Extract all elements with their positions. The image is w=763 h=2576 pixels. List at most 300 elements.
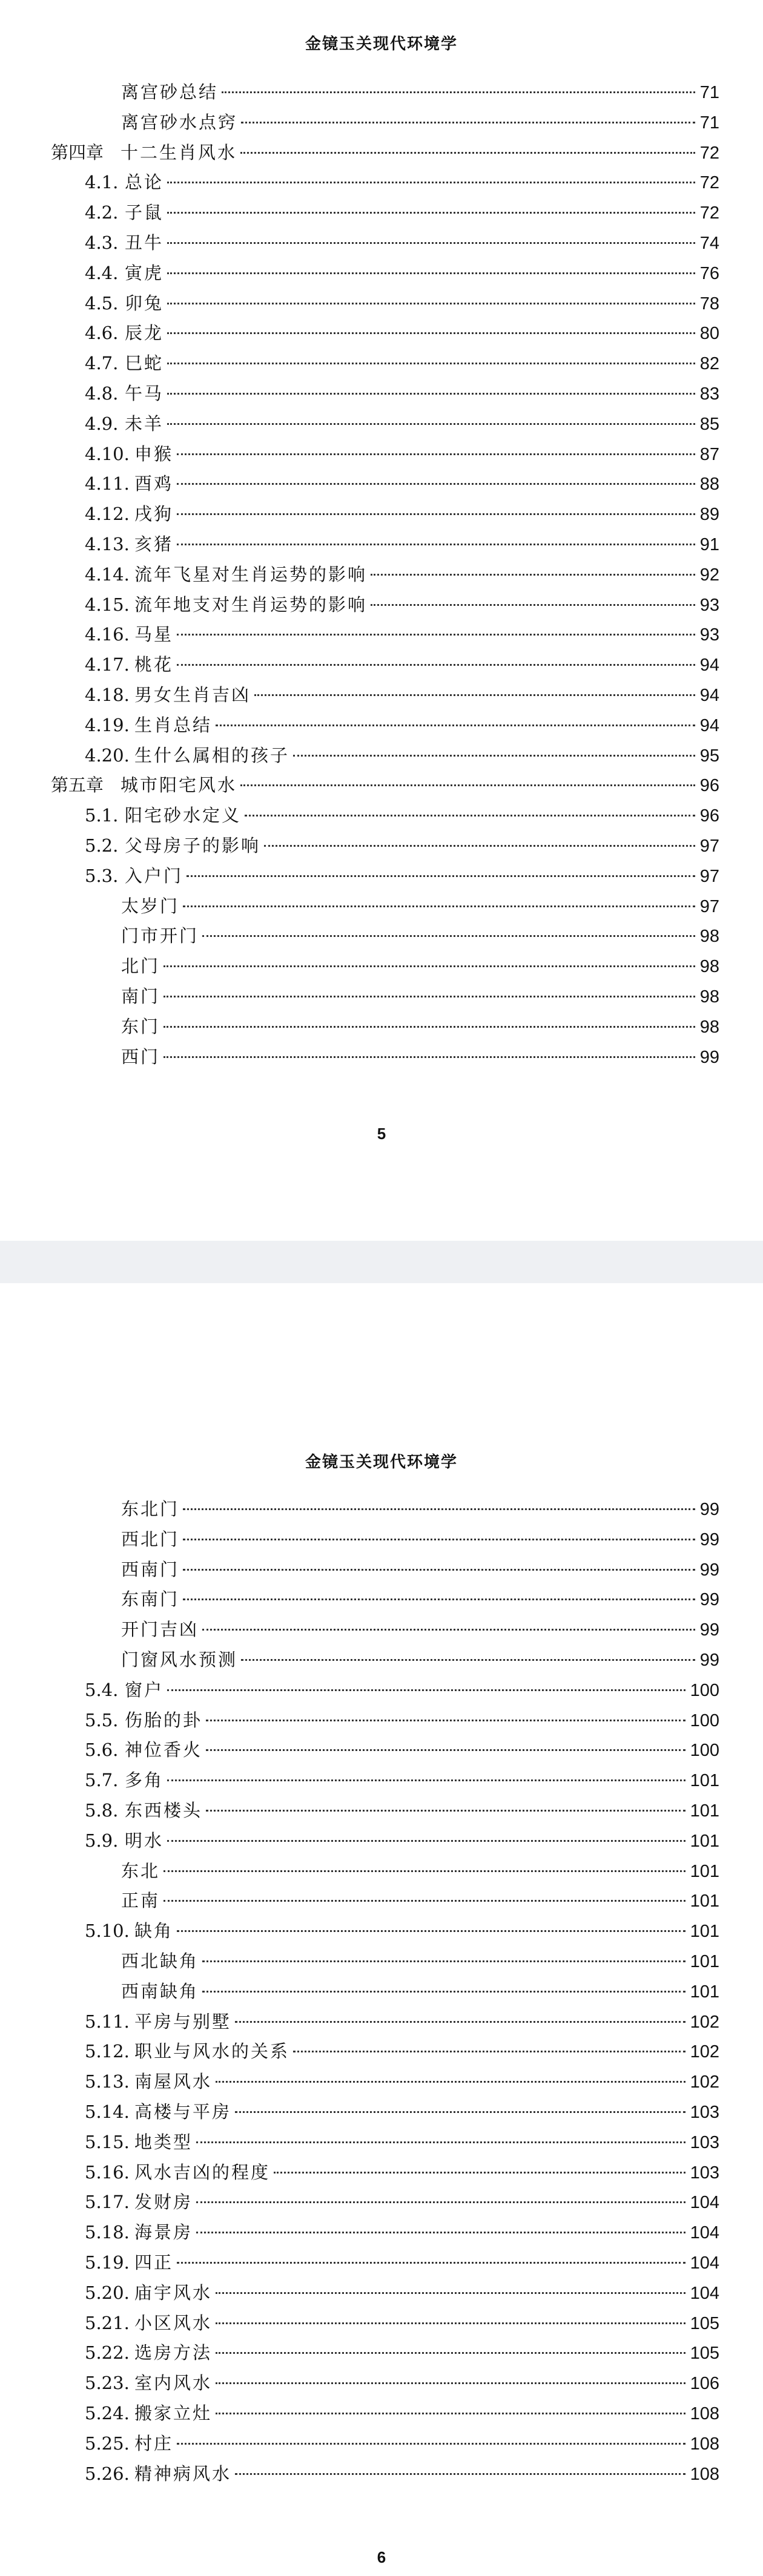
toc-entry-title: 多角	[125, 1770, 164, 1790]
toc-entry-page: 99	[699, 1500, 719, 1519]
toc-page-6	[0, 1283, 763, 2566]
toc-entry-title: 总论	[125, 172, 164, 192]
toc-entry-page: 102	[690, 2042, 719, 2062]
toc-entry-number: 5.16.	[85, 2162, 130, 2183]
dot-leader	[216, 2352, 685, 2354]
toc-entry[interactable]	[85, 529, 719, 559]
toc-entry-number: 5.24.	[85, 2403, 130, 2423]
toc-entry[interactable]	[121, 891, 719, 921]
toc-entry[interactable]	[121, 1946, 719, 1976]
dot-leader	[196, 2141, 685, 2143]
toc-entry-title: 男女生肖吉凶	[134, 685, 251, 705]
toc-entry-page: 72	[699, 173, 719, 192]
toc-entry[interactable]	[85, 2308, 719, 2338]
toc-entry[interactable]	[121, 921, 719, 951]
toc-entry-page: 83	[699, 384, 719, 404]
toc-entry-title: 村庄	[134, 2433, 174, 2454]
toc-entry-number: 4.9.	[85, 413, 119, 434]
toc-entry-number: 5.6.	[85, 1740, 119, 1760]
dot-leader	[177, 513, 695, 515]
dot-leader	[183, 1598, 695, 1600]
toc-entry-page: 105	[690, 2314, 719, 2333]
dot-leader	[167, 363, 695, 364]
toc-entry-title: 平房与别墅	[134, 2011, 232, 2032]
toc-entry-page: 100	[690, 1711, 719, 1730]
page-header: 金镜玉关现代环境学	[305, 1453, 458, 1471]
toc-entry-title: 高楼与平房	[134, 2101, 232, 2122]
toc-entry-page: 78	[699, 294, 719, 314]
dot-leader	[167, 272, 695, 274]
toc-entry[interactable]	[85, 409, 719, 439]
dot-leader	[167, 423, 695, 425]
toc-entry[interactable]	[85, 2217, 719, 2247]
dot-leader	[196, 2232, 685, 2233]
toc-entry-title: 巳蛇	[125, 353, 164, 373]
dot-leader	[164, 1900, 685, 1902]
dot-leader	[241, 122, 695, 123]
toc-entry-page: 91	[699, 535, 719, 554]
toc-entry-title: 南屋风水	[134, 2071, 213, 2092]
toc-entry-page: 99	[699, 1651, 719, 1670]
toc-entry-title: 东北	[121, 1861, 160, 1881]
toc-entry[interactable]	[121, 1524, 719, 1554]
toc-entry[interactable]	[85, 1675, 719, 1705]
toc-entry-page: 97	[699, 867, 719, 886]
toc-entry-title: 正南	[121, 1890, 160, 1911]
toc-entry[interactable]	[85, 378, 719, 409]
dot-leader	[177, 483, 695, 485]
dot-leader	[240, 784, 695, 786]
toc-entry-title: 戌狗	[134, 504, 174, 524]
toc-entry[interactable]	[85, 1765, 719, 1795]
dot-leader	[177, 453, 695, 455]
toc-entry-title: 入户门	[125, 866, 183, 886]
dot-leader	[206, 1720, 685, 1721]
toc-entry-page: 98	[699, 1017, 719, 1037]
toc-entry-page: 94	[699, 656, 719, 675]
toc-entry[interactable]	[121, 1042, 719, 1072]
toc-entry[interactable]	[85, 439, 719, 469]
dot-leader	[216, 2292, 685, 2294]
toc-entry[interactable]	[121, 1976, 719, 2006]
toc-entry[interactable]	[121, 1885, 719, 1916]
toc-entry[interactable]	[85, 1825, 719, 1856]
dot-leader	[167, 303, 695, 304]
toc-entry-number: 5.5.	[85, 1710, 119, 1730]
toc-entry-title: 发财房	[134, 2192, 193, 2212]
toc-entry-page: 103	[690, 2163, 719, 2183]
toc-entry-title: 城市阳宅风水	[121, 775, 237, 795]
dot-leader	[235, 2021, 685, 2023]
toc-entry[interactable]	[85, 197, 719, 228]
toc-entry-page: 105	[690, 2344, 719, 2363]
toc-entry-page: 104	[690, 2284, 719, 2303]
toc-entry-page: 102	[690, 2012, 719, 2032]
dot-leader	[202, 935, 695, 937]
toc-entry-title: 马星	[134, 624, 174, 645]
toc-entry-page: 108	[690, 2434, 719, 2454]
toc-entry-page: 104	[690, 2253, 719, 2273]
toc-entry-page: 96	[699, 806, 719, 826]
toc-entry-page: 100	[690, 1741, 719, 1760]
dot-leader	[177, 664, 695, 666]
toc-entry-page: 89	[699, 505, 719, 524]
toc-entry-page: 106	[690, 2374, 719, 2393]
toc-entry-title: 西北缺角	[121, 1951, 199, 1971]
dot-leader	[164, 965, 695, 967]
dot-leader	[183, 1539, 695, 1540]
toc-entry-title: 丑牛	[125, 232, 164, 253]
dot-leader	[235, 2473, 685, 2475]
toc-entry-number: 4.7.	[85, 353, 119, 373]
toc-entry[interactable]	[85, 710, 719, 740]
toc-entry-page: 103	[690, 2133, 719, 2152]
toc-entry-number: 4.11.	[85, 473, 130, 494]
dot-leader	[371, 574, 695, 576]
toc-entry-page: 76	[699, 264, 719, 283]
toc-entry-title: 午马	[125, 383, 164, 404]
toc-entry-title: 开门吉凶	[121, 1619, 199, 1640]
dot-leader	[167, 1840, 685, 1842]
toc-entry-title: 西北门	[121, 1529, 180, 1549]
toc-entry[interactable]	[85, 2006, 719, 2037]
toc-entry-title: 窗户	[125, 1680, 164, 1700]
toc-entry-title: 室内风水	[134, 2373, 213, 2393]
toc-entry[interactable]	[85, 619, 719, 649]
toc-entry-page: 99	[699, 1560, 719, 1580]
toc-entry-number: 第五章	[51, 775, 104, 795]
toc-entry-page: 82	[699, 354, 719, 373]
toc-entry[interactable]	[85, 167, 719, 197]
toc-entry-number: 5.13.	[85, 2071, 130, 2092]
toc-entry-page: 72	[699, 143, 719, 163]
toc-entry-title: 父母房子的影响	[125, 835, 261, 856]
toc-entry-number: 5.19.	[85, 2252, 130, 2273]
toc-entry[interactable]	[85, 1795, 719, 1825]
toc-entry-page: 93	[699, 596, 719, 615]
dot-leader	[206, 1749, 685, 1751]
dot-leader	[264, 845, 695, 847]
toc-entry-number: 5.17.	[85, 2192, 130, 2212]
toc-entry-title: 子鼠	[125, 202, 164, 223]
toc-entry-page: 99	[699, 1590, 719, 1609]
toc-entry[interactable]	[85, 2157, 719, 2187]
toc-entry[interactable]	[121, 1011, 719, 1042]
toc-entry-number: 4.1.	[85, 172, 119, 192]
toc-entry[interactable]	[85, 1735, 719, 1765]
toc-entry-title: 亥猪	[134, 534, 174, 554]
toc-entry[interactable]	[85, 2247, 719, 2278]
toc-entry-title: 辰龙	[125, 323, 164, 343]
toc-entry-page: 108	[690, 2404, 719, 2423]
toc-entry-title: 西南缺角	[121, 1981, 199, 2002]
dot-leader	[167, 393, 695, 395]
dot-leader	[177, 634, 695, 636]
toc-entry[interactable]	[85, 680, 719, 710]
dot-leader	[177, 1930, 685, 1932]
dot-leader	[183, 1569, 695, 1571]
toc-entry-title: 门窗风水预测	[121, 1649, 238, 1670]
toc-entry-title: 缺角	[134, 1920, 174, 1941]
toc-entry-title: 伤胎的卦	[125, 1710, 203, 1730]
toc-entry-number: 5.10.	[85, 1920, 130, 1941]
toc-entry-page: 101	[690, 1862, 719, 1881]
toc-entry-page: 104	[690, 2223, 719, 2242]
toc-entry-title: 桃花	[134, 654, 174, 675]
toc-entry-page: 98	[699, 927, 719, 946]
toc-entry-title: 太岁门	[121, 896, 180, 916]
toc-entry[interactable]	[85, 861, 719, 891]
toc-entry-page: 101	[690, 1801, 719, 1821]
dot-leader	[202, 1960, 685, 1962]
toc-entry-title: 未羊	[125, 413, 164, 434]
toc-entry-title: 门市开门	[121, 925, 199, 946]
toc-entry-number: 5.3.	[85, 866, 119, 886]
toc-entry[interactable]	[85, 2097, 719, 2127]
toc-entry-title: 流年地支对生肖运势的影响	[134, 594, 368, 615]
dot-leader	[240, 152, 695, 154]
toc-entry-number: 5.4.	[85, 1680, 119, 1700]
toc-entry[interactable]	[121, 1644, 719, 1675]
toc-entry[interactable]	[121, 1614, 719, 1644]
dot-leader	[164, 1870, 685, 1872]
toc-entry-number: 5.22.	[85, 2342, 130, 2363]
toc-entry-title: 庙宇风水	[134, 2282, 213, 2303]
toc-entry-number: 4.16.	[85, 624, 130, 645]
toc-entry[interactable]	[85, 740, 719, 770]
toc-entry-page: 94	[699, 686, 719, 705]
toc-entry[interactable]	[85, 2459, 719, 2489]
toc-entry[interactable]	[85, 2278, 719, 2308]
dot-leader	[222, 91, 695, 93]
toc-entry-page: 101	[690, 1771, 719, 1790]
toc-entry-title: 精神病风水	[134, 2463, 232, 2484]
page-gap	[0, 1241, 763, 1283]
toc-entry[interactable]	[85, 2127, 719, 2157]
toc-entry-title: 西南门	[121, 1559, 180, 1580]
toc-entry-title: 东北门	[121, 1499, 180, 1519]
dot-leader	[187, 875, 695, 877]
dot-leader	[183, 1508, 695, 1510]
toc-entry-page: 98	[699, 957, 719, 976]
toc-entry-page: 108	[690, 2465, 719, 2484]
toc-entry[interactable]	[85, 2368, 719, 2398]
dot-leader	[274, 2172, 685, 2174]
dot-leader	[164, 996, 695, 997]
toc-entry-page: 85	[699, 415, 719, 434]
toc-entry-number: 4.19.	[85, 715, 130, 735]
toc-entry[interactable]	[85, 2428, 719, 2459]
toc-entry[interactable]	[85, 1705, 719, 1735]
toc-entry[interactable]	[85, 559, 719, 590]
toc-entry-title: 地类型	[134, 2132, 193, 2152]
toc-entry-title: 离宫砂总结	[121, 82, 219, 102]
toc-entry-page: 101	[690, 1952, 719, 1971]
dot-leader	[202, 1629, 695, 1631]
toc-entry-page: 98	[699, 987, 719, 1007]
dot-leader	[216, 724, 695, 726]
toc-entry-page: 95	[699, 746, 719, 766]
dot-leader	[167, 1689, 685, 1691]
toc-entry-number: 4.12.	[85, 504, 130, 524]
dot-leader	[254, 694, 695, 696]
toc-entry-number: 5.2.	[85, 835, 119, 856]
dot-leader	[216, 2382, 685, 2384]
toc-entry-page: 80	[699, 324, 719, 343]
toc-entry-title: 生肖总结	[134, 715, 213, 735]
toc-entry-number: 4.4.	[85, 263, 119, 283]
dot-leader	[177, 544, 695, 545]
toc-entry-number: 5.23.	[85, 2373, 130, 2393]
toc-page-5	[0, 0, 763, 1241]
page-number: 6	[377, 2548, 386, 2566]
dot-leader	[235, 2111, 685, 2113]
toc-entry-number: 4.10.	[85, 444, 130, 464]
toc-entry[interactable]	[85, 318, 719, 348]
toc-entry-title: 十二生肖风水	[121, 142, 237, 163]
toc-entry-title: 流年飞星对生肖运势的影响	[134, 564, 368, 585]
toc-entry-title: 寅虎	[125, 263, 164, 283]
toc-entry-title: 北门	[121, 956, 160, 976]
toc-entry[interactable]	[121, 981, 719, 1011]
toc-entry-number: 5.15.	[85, 2132, 130, 2152]
dot-leader	[216, 2413, 685, 2414]
toc-entry-number: 5.20.	[85, 2282, 130, 2303]
toc-entry-number: 4.2.	[85, 202, 119, 223]
toc-entry-page: 97	[699, 836, 719, 856]
toc-entry[interactable]	[85, 649, 719, 680]
toc-entry[interactable]	[85, 2187, 719, 2217]
toc-entry-page: 92	[699, 565, 719, 585]
page-number: 5	[377, 1125, 386, 1143]
toc-entry-page: 74	[699, 234, 719, 253]
dot-leader	[293, 755, 695, 757]
toc-entry-title: 酉鸡	[134, 473, 174, 494]
toc-entry-title: 申猴	[134, 444, 174, 464]
toc-entry-page: 101	[690, 1922, 719, 1941]
toc-entry[interactable]	[85, 830, 719, 861]
toc-entry-title: 东南门	[121, 1589, 180, 1609]
toc-entry-number: 5.14.	[85, 2101, 130, 2122]
toc-entry[interactable]	[121, 1554, 719, 1585]
toc-entry[interactable]	[51, 770, 719, 800]
toc-entry-number: 4.6.	[85, 323, 119, 343]
toc-entry-number: 4.15.	[85, 594, 130, 615]
dot-leader	[245, 815, 695, 816]
dot-leader	[196, 2201, 685, 2203]
dot-leader	[216, 2081, 685, 2083]
dot-leader	[164, 1056, 695, 1058]
toc-entry[interactable]	[85, 348, 719, 378]
toc-entry[interactable]	[121, 1584, 719, 1614]
dot-leader	[293, 2051, 685, 2052]
dot-leader	[206, 1810, 685, 1812]
toc-entry-number: 5.12.	[85, 2041, 130, 2062]
toc-entry[interactable]	[85, 590, 719, 620]
toc-entry[interactable]	[121, 77, 719, 107]
toc-entry-number: 5.1.	[85, 805, 119, 826]
dot-leader	[167, 242, 695, 244]
toc-entry[interactable]	[121, 951, 719, 981]
toc-entry-number: 4.13.	[85, 534, 130, 554]
dot-leader	[371, 604, 695, 606]
toc-entry[interactable]	[85, 468, 719, 499]
toc-entry-page: 97	[699, 897, 719, 916]
toc-entry[interactable]	[121, 1494, 719, 1524]
dot-leader	[202, 1991, 685, 1993]
toc-entry[interactable]	[85, 2398, 719, 2428]
toc-entry-page: 104	[690, 2193, 719, 2212]
dot-leader	[177, 2262, 685, 2264]
toc-entry-page: 71	[699, 113, 719, 133]
dot-leader	[167, 332, 695, 334]
toc-entry-title: 明水	[125, 1830, 164, 1851]
toc-entry[interactable]	[85, 2036, 719, 2066]
toc-entry-title: 西门	[121, 1046, 160, 1067]
dot-leader	[216, 2322, 685, 2324]
toc-entry-number: 5.7.	[85, 1770, 119, 1790]
toc-entry[interactable]	[85, 800, 719, 830]
toc-entry-number: 5.8.	[85, 1800, 119, 1821]
toc-entry-title: 东西楼头	[125, 1800, 203, 1821]
toc-entry-title: 搬家立灶	[134, 2403, 213, 2423]
toc-entry[interactable]	[85, 2338, 719, 2368]
toc-entry-page: 88	[699, 475, 719, 494]
toc-entry[interactable]	[85, 288, 719, 318]
toc-entry-title: 海景房	[134, 2222, 193, 2242]
dot-leader	[164, 1026, 695, 1028]
toc-entry[interactable]	[51, 137, 719, 168]
toc-entry-number: 4.18.	[85, 685, 130, 705]
toc-entry-title: 小区风水	[134, 2313, 213, 2333]
toc-entry-number: 5.25.	[85, 2433, 130, 2454]
toc-entry[interactable]	[85, 1916, 719, 1946]
dot-leader	[177, 2443, 685, 2445]
toc-entry-title: 南门	[121, 986, 160, 1007]
toc-entry-page: 99	[699, 1620, 719, 1640]
toc-entry-number: 4.8.	[85, 383, 119, 404]
toc-entry-number: 4.17.	[85, 654, 130, 675]
toc-entry-number: 4.14.	[85, 564, 130, 585]
dot-leader	[183, 905, 695, 907]
toc-entry[interactable]	[85, 228, 719, 258]
toc-entry[interactable]	[121, 107, 719, 137]
toc-entry[interactable]	[121, 1856, 719, 1886]
toc-entry-page: 71	[699, 83, 719, 102]
toc-entry-title: 东门	[121, 1016, 160, 1037]
toc-entry-number: 4.3.	[85, 232, 119, 253]
toc-entry-page: 100	[690, 1681, 719, 1700]
toc-entry-title: 四正	[134, 2252, 174, 2273]
toc-entry[interactable]	[85, 2066, 719, 2097]
toc-entry-page: 96	[699, 776, 719, 795]
toc-entry-number: 5.21.	[85, 2313, 130, 2333]
toc-entry-title: 阳宅砂水定义	[125, 805, 242, 826]
toc-entry-page: 102	[690, 2072, 719, 2092]
toc-entry-page: 101	[690, 1891, 719, 1911]
toc-entry-number: 5.11.	[85, 2011, 130, 2032]
toc-entry-number: 5.26.	[85, 2463, 130, 2484]
toc-entry-page: 93	[699, 625, 719, 645]
toc-entry[interactable]	[85, 258, 719, 288]
toc-entry-page: 99	[699, 1048, 719, 1067]
page-header: 金镜玉关现代环境学	[305, 35, 458, 53]
toc-entry-page: 87	[699, 445, 719, 464]
toc-entry-number: 5.18.	[85, 2222, 130, 2242]
toc-entry[interactable]	[85, 499, 719, 529]
toc-entry-title: 选房方法	[134, 2342, 213, 2363]
toc-entry-page: 72	[699, 203, 719, 223]
